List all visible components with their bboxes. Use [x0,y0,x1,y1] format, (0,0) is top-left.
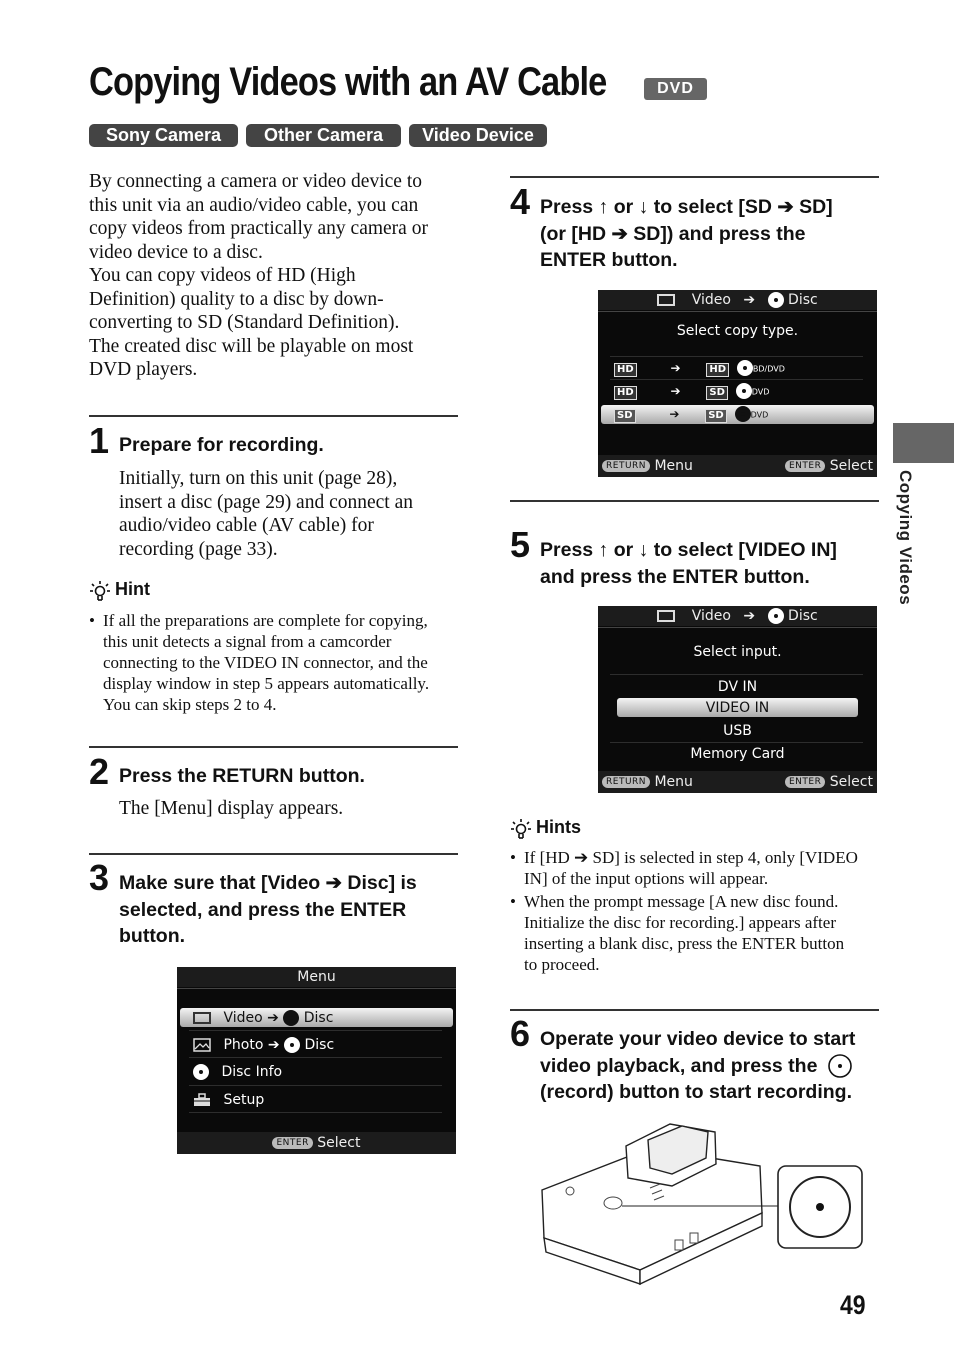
film-icon [657,610,675,622]
step-number: 2 [89,751,110,792]
step-heading [540,537,880,590]
header-video: Video [691,292,731,308]
format-from: SD [614,409,636,423]
side-label-text: Copying Videos [896,470,915,606]
select-label: Select [829,458,873,474]
disc-icon [193,1064,209,1080]
bullet: • [510,848,516,867]
tag-video-device: Video Device [409,124,547,147]
menu-label: Menu [654,458,693,474]
step-number: 1 [89,420,110,461]
step-heading-line: ENTER button. [540,249,678,271]
tag-sony-camera: Sony Camera [89,124,238,147]
copy-option-row[interactable] [614,360,785,377]
copy-option-row[interactable] [614,383,769,400]
divider [89,853,458,855]
menu-item-label: Video ➔ [223,1010,284,1026]
hint-line: If all the preparations are complete for copying, [103,611,428,630]
hint-item [510,891,882,975]
step-heading-line: Press ↑ or ↓ to select [VIDEO IN] [540,539,837,561]
step-body-line: audio/video cable (AV cable) for [119,515,374,536]
intro-line: converting to SD (Standard Definition). [89,312,400,333]
step-body-line: recording (page 33). [119,538,278,560]
arrow-right-icon: ➔ [670,360,681,375]
step-body-line: insert a disc (page 29) and connect an [119,491,414,513]
hint-line: You can skip steps 2 to 4. [103,695,277,714]
menu-screen [177,967,456,1154]
menu-item-label: Photo ➔ [223,1037,285,1053]
hint-line: to proceed. [524,955,600,974]
hint-heading [89,579,150,602]
intro-line: this unit via an audio/video cable, you can [89,194,419,216]
media-label: DVD [751,387,770,397]
format-from: HD [614,386,637,400]
divider [89,746,458,748]
step-heading: Prepare for recording. [119,434,324,456]
step-heading-line: Press ↑ or ↓ to select [SD ➔ SD] [540,196,833,218]
page-number: 49 [840,1290,866,1320]
divider [510,1009,879,1011]
side-tab [893,423,954,463]
copy-screen-footer [598,455,877,477]
copy-screen-header [598,290,877,310]
menu-item-disc: Disc [304,1037,335,1053]
input-option-dv-in[interactable]: DV IN [717,679,758,695]
divider [510,176,879,178]
copy-type-screen [598,290,877,477]
film-icon [193,1012,211,1024]
bullet: • [510,892,516,911]
page-title: Copying Videos with an AV Cable [89,60,607,104]
dvd-badge: DVD [644,78,707,100]
step-heading-line: (or [HD ➔ SD]) and press the [540,222,806,245]
header-disc: Disc [788,608,818,624]
copy-option-row-selected[interactable] [614,406,768,423]
divider [510,500,879,502]
header-video: Video [691,608,731,624]
hints-heading [510,817,581,840]
intro-line: copy videos from practically any camera or [89,218,428,239]
return-pill: RETURN [602,460,650,472]
film-icon [657,294,675,306]
side-section-label [895,470,919,610]
enter-pill: ENTER [785,776,825,788]
enter-select[interactable] [785,455,873,477]
intro-line: video device to a disc. [89,241,263,263]
select-label: Select [317,1135,361,1151]
intro-line: Definition) quality to a disc by down- [89,288,384,310]
menu-item-photo[interactable] [193,1036,334,1054]
hint-item [510,847,882,889]
format-to: SD [706,386,728,400]
menu-item-label: Disc Info [221,1064,283,1080]
return-menu[interactable] [602,771,693,793]
enter-select[interactable] [785,771,873,793]
arrow-right-icon: ➔ [670,383,681,398]
hints-list [510,847,882,975]
intro-line: You can copy videos of HD (High [89,265,356,286]
format-from: HD [614,363,637,377]
toolbox-icon [193,1093,211,1107]
step-number: 4 [510,181,531,222]
step-heading [540,1026,885,1106]
step-heading-line: Operate your video device to start [540,1028,856,1050]
step-heading-line: Make sure that [Video ➔ Disc] is [119,872,417,894]
hint-label: Hint [115,579,150,599]
disc-icon [284,1037,300,1053]
intro-paragraph [89,170,459,382]
menu-item-setup[interactable] [193,1091,264,1109]
menu-item-video[interactable] [193,1009,333,1027]
photo-icon [193,1038,211,1052]
hint-line: inserting a blank disc, press the ENTER button [524,934,845,953]
step-heading: Press the RETURN button. [119,765,365,787]
step-heading [119,870,459,950]
hint-line: Initialize the disc for recording.] appears after [524,913,836,932]
step-heading [540,194,880,274]
arrow-right-icon: ➔ [743,608,756,624]
step-heading-line: button. [119,925,186,947]
input-prompt: Select input. [693,644,782,660]
menu-item-disc-info[interactable] [193,1063,282,1081]
step-number: 3 [89,857,110,898]
media-label: BD/DVD [752,364,785,374]
input-screen-footer [598,771,877,793]
hint-line: If [HD ➔ SD] is selected in step 4, only [VIDEO [524,848,858,867]
enter-pill: ENTER [785,460,825,472]
record-button-icon [827,1053,853,1079]
intro-line: DVD players. [89,359,198,380]
disc-icon [768,292,784,308]
input-option-memory-card[interactable]: Memory Card [690,746,785,762]
disc-icon [735,406,751,422]
step-body-line: Initially, turn on this unit (page 28), [119,468,398,489]
hint-line: display window in step 5 appears automatically. [103,674,430,693]
step-heading-line: and press the ENTER button. [540,565,810,588]
bullet: • [89,611,95,630]
return-pill: RETURN [602,776,650,788]
disc-icon [736,383,752,399]
arrow-right-icon: ➔ [743,292,756,308]
menu-screen-title: Menu [177,967,456,987]
hint-line: this unit detects a signal from a camcorder [103,632,392,651]
intro-line: By connecting a camera or video device to [89,171,422,192]
header-disc: Disc [788,292,818,308]
input-option-usb[interactable]: USB [723,723,752,739]
hint-list [89,610,461,715]
menu-item-disc: Disc [303,1010,334,1026]
hint-line: connecting to the VIDEO IN connector, and the [103,653,428,672]
return-menu[interactable] [602,455,693,477]
step-heading-line: selected, and press the ENTER [119,898,407,921]
hint-line: When the prompt message [A new disc found. [524,892,839,911]
input-screen-header [598,606,877,626]
tag-other-camera: Other Camera [246,124,401,147]
menu-screen-footer [177,1132,456,1154]
input-option-video-in[interactable]: VIDEO IN [705,700,770,716]
lightbulb-icon [89,580,111,602]
divider [89,415,458,417]
input-select-screen [598,606,877,793]
lightbulb-icon [510,818,532,840]
format-to: SD [705,409,727,423]
intro-line: The created disc will be playable on most [89,335,414,357]
step-number: 6 [510,1013,531,1054]
step-number: 5 [510,524,531,565]
hints-label: Hints [536,817,581,837]
arrow-right-icon: ➔ [669,406,680,421]
step-heading-line: video playback, and press the [540,1054,818,1077]
disc-icon [283,1010,299,1026]
media-label: DVD [750,410,769,420]
copy-prompt: Select copy type. [676,323,799,339]
select-label: Select [829,774,873,790]
device-illustration [530,1118,870,1288]
disc-icon [768,608,784,624]
menu-label: Menu [654,774,693,790]
menu-item-label: Setup [223,1092,265,1108]
disc-icon [737,360,753,376]
hint-line: IN] of the input options will appear. [524,869,769,888]
enter-pill: ENTER [272,1137,312,1149]
step-body [119,467,459,561]
step-heading-line: (record) button to start recording. [540,1081,852,1104]
format-to: HD [706,363,729,377]
step-body: The [Menu] display appears. [119,798,344,819]
